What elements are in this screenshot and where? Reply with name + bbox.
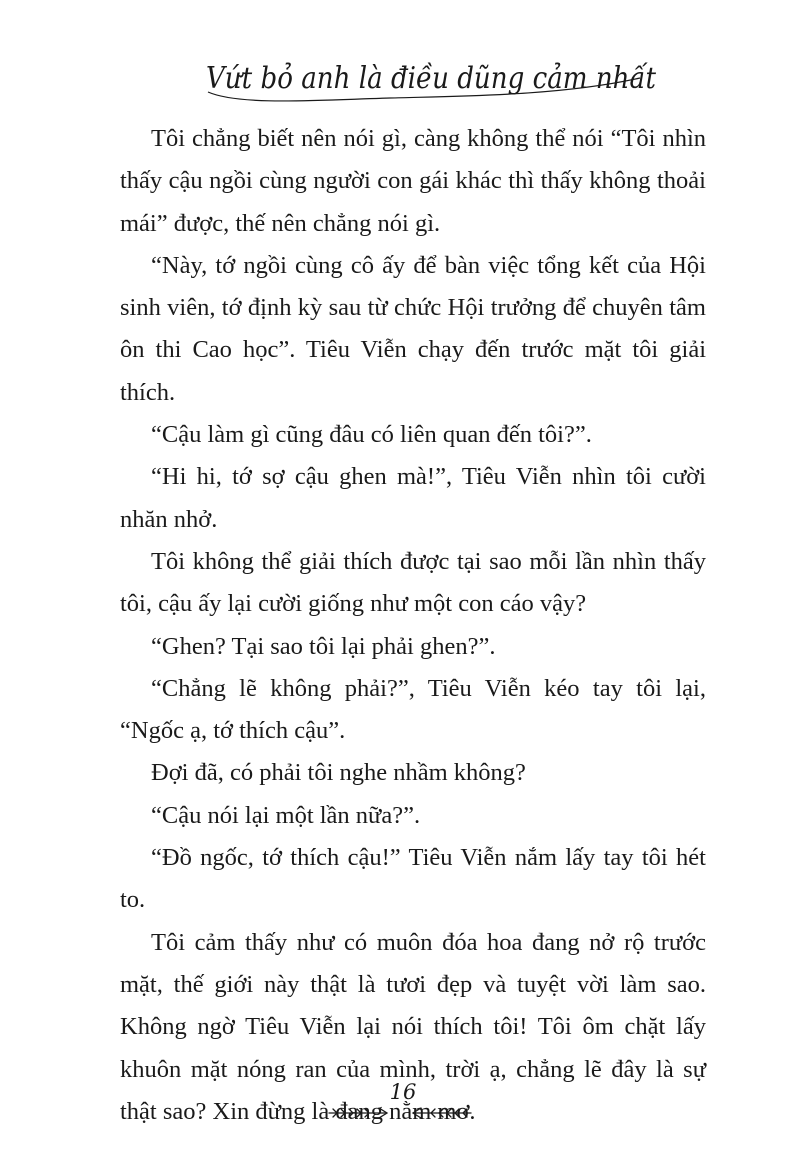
paragraph: Đợi đã, có phải tôi nghe nhầm không? <box>151 759 526 787</box>
paragraph: “Hi hi, tớ sợ cậu ghen mà!”, Tiêu Viễn nhìn tôi cười nhăn nhở. <box>120 463 706 533</box>
paragraph: “Ghen? Tại sao tôi lại phải ghen?”. <box>151 632 496 660</box>
paragraph: Tôi cảm thấy như có muôn đóa hoa đang nở rộ trước mặt, thế giới này thật là tươi đẹp và tuyệt vời làm sao. Không ngờ Tiêu Viễn lại nói thích tôi! Tôi ôm chặt lấy khuôn mặt nóng ran của mình, trời ạ, chẳng lẽ đây là sự thật sao? Xin đừng là đang nằm mơ. <box>120 928 706 1125</box>
page-footer <box>0 1080 800 1120</box>
paragraph: “Chẳng lẽ không phải?”, Tiêu Viễn kéo tay tôi lại, “Ngốc ạ, tớ thích cậu”. <box>120 674 706 745</box>
paragraph: Tôi chẳng biết nên nói gì, càng không thể nói “Tôi nhìn thấy cậu ngồi cùng người con gái khác thì thấy không thoải mái” được, thế nên chẳng nói gì. <box>120 125 706 237</box>
paragraph: Tôi không thể giải thích được tại sao mỗi lần nhìn thấy tôi, cậu ấy lại cười giống như một con cáo vậy? <box>120 547 706 618</box>
ornament-arrows-icon <box>325 1106 475 1120</box>
header-title-script <box>200 48 670 108</box>
paragraph: “Cậu làm gì cũng đâu có liên quan đến tôi?”. <box>151 421 592 449</box>
paragraph: “Cậu nói lại một lần nữa?”. <box>151 801 421 829</box>
page-number: 16 <box>389 1080 417 1104</box>
paragraph: “Này, tớ ngồi cùng cô ấy để bàn việc tổng kết của Hội sinh viên, tớ định kỳ sau từ chức Hội trưởng để chuyên tâm ôn thi Cao học”. Tiêu Viễn chạy đến trước mặt tôi giải thích. <box>120 251 706 406</box>
book-title: Vứt bỏ anh là điều dũng cảm nhất <box>206 61 657 96</box>
body-text <box>120 118 706 1133</box>
paragraph: “Đồ ngốc, tớ thích cậu!” Tiêu Viễn nắm lấy tay tôi hét to. <box>120 844 706 914</box>
running-header <box>200 48 670 108</box>
